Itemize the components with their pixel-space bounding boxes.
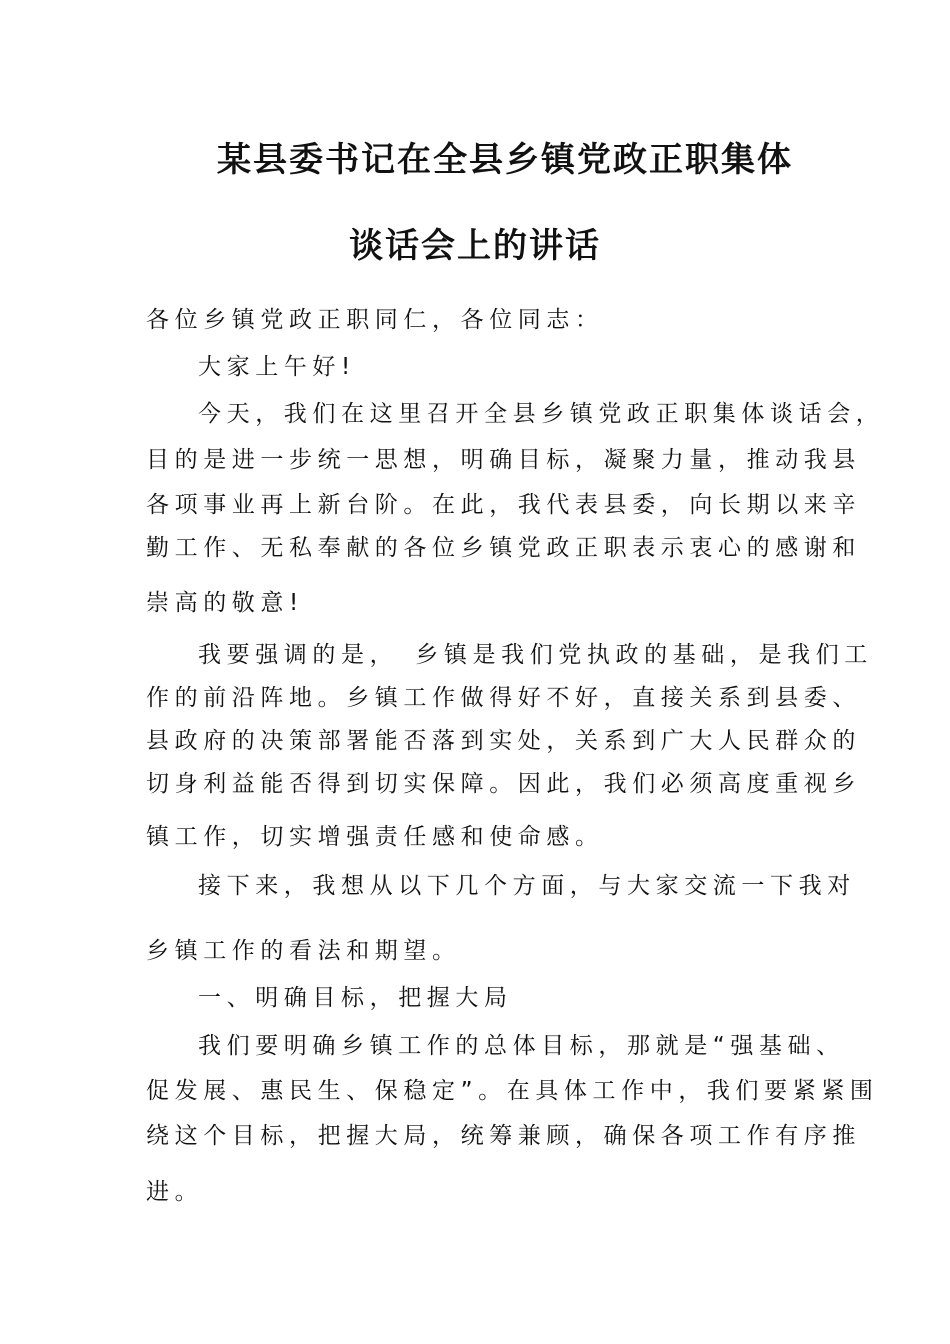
greeting: 大家上午好! <box>198 354 356 380</box>
paragraph-line: 县政府的决策部署能否落到实处，关系到广大人民群众的 <box>146 728 861 754</box>
document-title-line-2: 谈话会上的讲话 <box>349 226 601 266</box>
paragraph-line: 镇工作，切实增强责任感和使命感。 <box>146 824 604 850</box>
document-title-line-1: 某县委书记在全县乡镇党政正职集体 <box>217 140 793 180</box>
paragraph-line: 切身利益能否得到切实保障。因此，我们必须高度重视乡 <box>146 771 861 797</box>
paragraph-line: 绕这个目标，把握大局，统筹兼顾，确保各项工作有序推 <box>146 1123 861 1149</box>
paragraph-line: 崇高的敬意! <box>146 590 304 616</box>
paragraph-line: 进。 <box>146 1179 204 1205</box>
paragraph-line: 接下来，我想从以下几个方面，与大家交流一下我对 <box>198 873 856 899</box>
section-heading: 一、明确目标，把握大局 <box>198 985 513 1011</box>
paragraph-line: 促发展、惠民生、保稳定”。在具体工作中，我们要紧紧围 <box>146 1078 879 1104</box>
paragraph-line: 乡镇工作的看法和期望。 <box>146 938 461 964</box>
paragraph-line: 勤工作、无私奉献的各位乡镇党政正职表示衷心的感谢和 <box>146 535 861 561</box>
salutation: 各位乡镇党政正职同仁，各位同志： <box>146 307 604 333</box>
paragraph-line: 今天，我们在这里召开全县乡镇党政正职集体谈话会， <box>198 401 885 427</box>
paragraph-line: 作的前沿阵地。乡镇工作做得好不好，直接关系到县委、 <box>146 685 861 711</box>
paragraph-line: 我们要明确乡镇工作的总体目标，那就是“强基础、 <box>198 1033 845 1059</box>
paragraph-line: 各项事业再上新台阶。在此，我代表县委，向长期以来辛 <box>146 492 861 518</box>
paragraph-line: 我要强调的是， 乡镇是我们党执政的基础，是我们工 <box>198 642 873 668</box>
paragraph-line: 目的是进一步统一思想，明确目标，凝聚力量，推动我县 <box>146 447 861 473</box>
